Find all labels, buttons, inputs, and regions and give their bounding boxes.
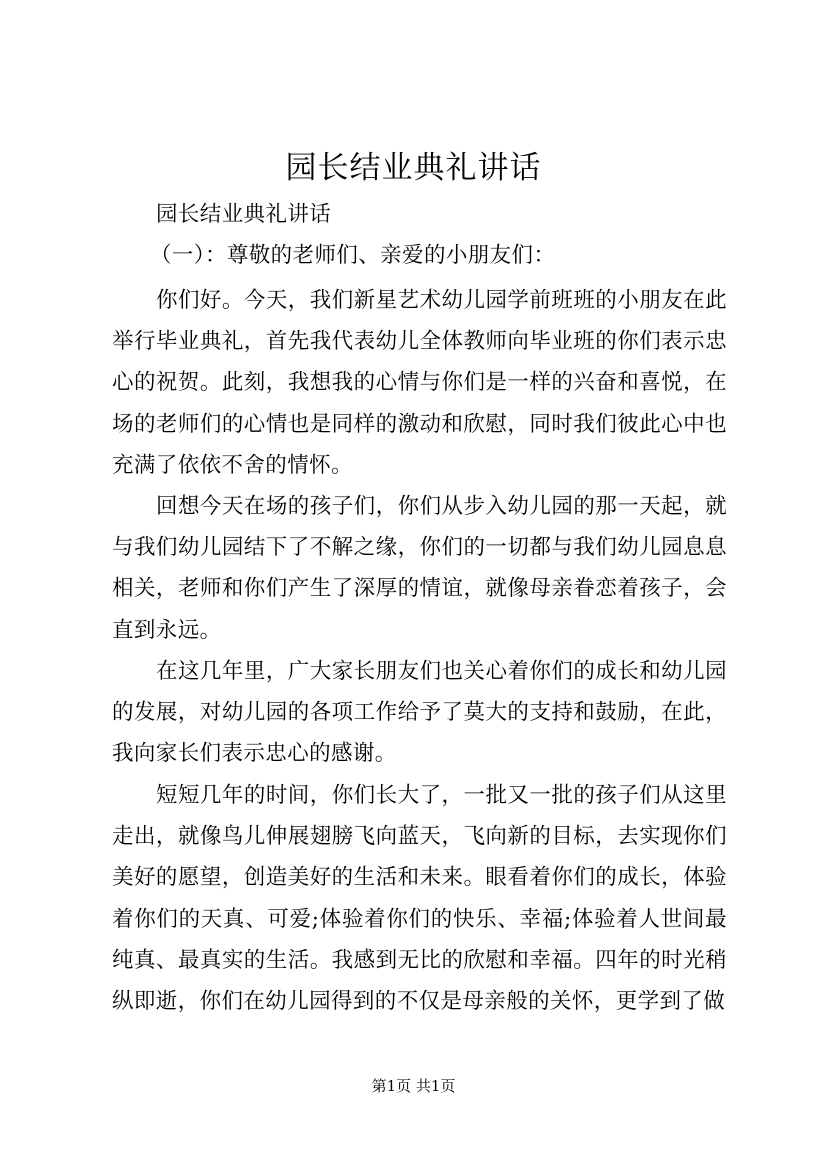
document-subtitle: 园长结业典礼讲话	[156, 202, 332, 227]
salutation: （一）：尊敬的老师们、亲爱的小朋友们：	[150, 243, 556, 268]
paragraph-2: 回想今天在场的孩子们，你们从步入幼儿园的那一天起，就与我们幼儿园结下了不解之缘，你们的一切都与我们幼儿园息息相关，老师和你们产生了深厚的情谊，就像母亲眷恋着孩子，会直到永远。	[112, 494, 727, 643]
page-footer: 第1页 共1页	[371, 1077, 456, 1095]
paragraph-4: 短短几年的时间，你们长大了，一批又一批的孩子们从这里走出，就像鸟儿伸展翅膀飞向蓝天，飞向新的目标，去实现你们美好的愿望，创造美好的生活和未来。眼看着你们的成长，体验着你们的天真、可爱;体验着你们的快乐、幸福;体验着人世间最纯真、最真实的生活。我感到无比的欣慰和幸福。四年的时光稍纵即逝，你们在幼儿园得到的不仅是母亲般的关怀，更学到了做	[112, 783, 727, 1015]
paragraph-3: 在这几年里，广大家长朋友们也关心着你们的成长和幼儿园的发展，对幼儿园的各项工作给予了莫大的支持和鼓励，在此，我向家长们表示忠心的感谢。	[112, 659, 727, 767]
document-title: 园长结业典礼讲话	[285, 150, 542, 186]
paragraph-1: 你们好。今天，我们新星艺术幼儿园学前班班的小朋友在此举行毕业典礼，首先我代表幼儿全体教师向毕业班的你们表示忠心的祝贺。此刻，我想我的心情与你们是一样的兴奋和喜悦，在场的老师们的心情也是同样的激动和欣慰，同时我们彼此心中也充满了依依不舍的情怀。	[112, 288, 727, 478]
